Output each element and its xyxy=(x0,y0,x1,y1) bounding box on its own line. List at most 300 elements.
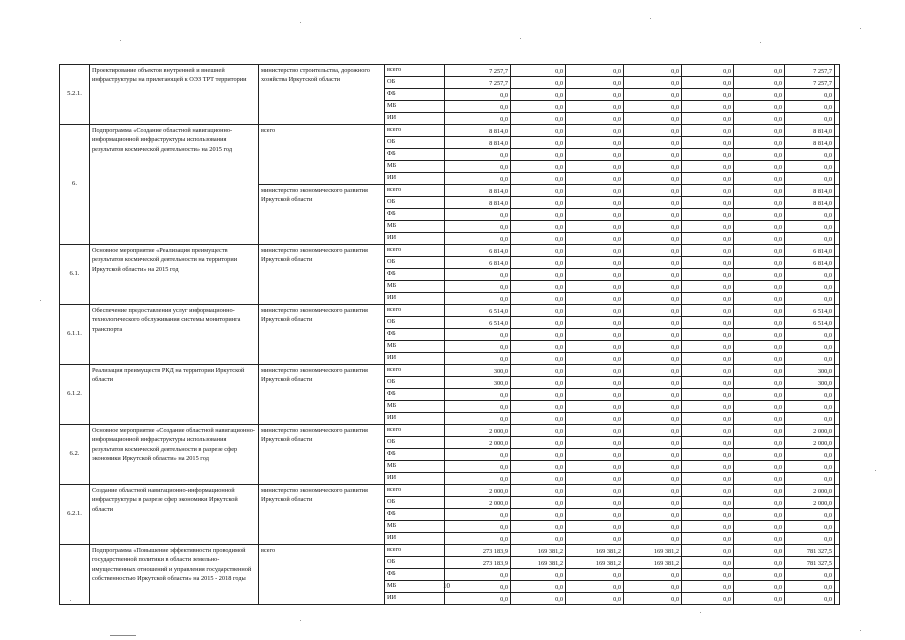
empty-cell xyxy=(835,461,840,473)
amount-cell: 8 814,0 xyxy=(445,197,511,209)
scan-speckle xyxy=(650,18,651,19)
amount-cell: 0,0 xyxy=(624,485,682,497)
amount-cell: 0,0 xyxy=(511,221,566,233)
amount-cell: 6 814,0 xyxy=(445,245,511,257)
amount-cell: 8 814,0 xyxy=(445,185,511,197)
amount-cell: 0,0 xyxy=(624,437,682,449)
funding-source-cell: МБ xyxy=(385,341,445,353)
empty-cell xyxy=(835,233,840,245)
amount-cell: 2 000,0 xyxy=(445,485,511,497)
amount-cell: 0,0 xyxy=(445,389,511,401)
amount-cell: 0,0 xyxy=(682,221,734,233)
amount-cell: 0,0 xyxy=(624,77,682,89)
item-code-cell: 5.2.1. xyxy=(60,65,90,125)
amount-cell: 0,0 xyxy=(734,521,785,533)
amount-cell: 781 327,5 xyxy=(785,557,835,569)
scan-speckle xyxy=(860,28,861,29)
empty-cell xyxy=(835,113,840,125)
amount-cell: 0,0 xyxy=(682,89,734,101)
scan-speckle xyxy=(860,630,861,631)
amount-cell: 0,0 xyxy=(785,281,835,293)
item-name-cell: Реализация преимуществ РКД на территории Иркутской области xyxy=(90,365,259,425)
amount-cell: 0,0 xyxy=(566,353,624,365)
amount-cell: 0,0 xyxy=(682,449,734,461)
funding-source-cell: всего xyxy=(385,65,445,77)
funding-source-cell: ОБ xyxy=(385,197,445,209)
amount-cell: 0,0 xyxy=(682,281,734,293)
funding-source-cell: МБ xyxy=(385,101,445,113)
empty-cell xyxy=(835,293,840,305)
amount-cell: 0,0 xyxy=(682,365,734,377)
amount-cell: 0,0 xyxy=(734,89,785,101)
amount-cell: 2 000,0 xyxy=(445,497,511,509)
amount-cell: 0,0 xyxy=(682,473,734,485)
amount-cell: 0,0 xyxy=(785,161,835,173)
amount-cell: 300,0 xyxy=(785,377,835,389)
amount-cell: 0,0 xyxy=(785,521,835,533)
funding-source-cell: МБ xyxy=(385,401,445,413)
amount-cell: 0,0 xyxy=(682,329,734,341)
amount-cell: 0,0 xyxy=(511,341,566,353)
funding-source-cell: ИИ xyxy=(385,533,445,545)
amount-cell: 0,0 xyxy=(566,581,624,593)
scan-speckle xyxy=(700,612,701,613)
amount-cell: 0,0 xyxy=(682,593,734,605)
item-name-cell: Подпрограмма «Повышение эффективности проводимой государственной политики в области земельно-имущественных отношений и управления государственной собственностью Иркутской области» на 2015 - 2018 годы xyxy=(90,545,259,605)
amount-cell: 0,0 xyxy=(682,377,734,389)
amount-cell: 0,0 xyxy=(566,401,624,413)
amount-cell: 0,0 xyxy=(682,461,734,473)
amount-cell: 8 814,0 xyxy=(785,185,835,197)
funding-source-cell: ФБ xyxy=(385,209,445,221)
amount-cell: 0,0 xyxy=(566,245,624,257)
amount-cell: 0,0 xyxy=(511,65,566,77)
amount-cell: 0,0 xyxy=(511,413,566,425)
amount-cell: 0,0 xyxy=(566,269,624,281)
amount-cell: 0,0 xyxy=(785,173,835,185)
amount-cell: 2 000,0 xyxy=(785,485,835,497)
amount-cell: 0,0 xyxy=(785,221,835,233)
empty-cell xyxy=(835,569,840,581)
amount-cell: 0,0 xyxy=(682,557,734,569)
funding-source-cell: ФБ xyxy=(385,569,445,581)
amount-cell: 0,0 xyxy=(785,389,835,401)
item-code-cell: 6.1.2. xyxy=(60,365,90,425)
amount-cell: 8 814,0 xyxy=(785,125,835,137)
amount-cell: 0,0 xyxy=(566,449,624,461)
amount-cell: 0,0 xyxy=(682,257,734,269)
amount-cell: 0,0 xyxy=(511,425,566,437)
amount-cell: 0,0 xyxy=(566,137,624,149)
empty-cell xyxy=(835,449,840,461)
amount-cell: 0,0 xyxy=(511,137,566,149)
funding-source-cell: всего xyxy=(385,305,445,317)
amount-cell: 0,0 xyxy=(682,569,734,581)
amount-cell: 0,0 xyxy=(682,137,734,149)
amount-cell: 0,0 xyxy=(445,353,511,365)
empty-cell xyxy=(835,329,840,341)
funding-source-cell: всего xyxy=(385,185,445,197)
amount-cell: 0,0 xyxy=(511,377,566,389)
amount-cell: 0,0 xyxy=(734,365,785,377)
funding-source-cell: всего xyxy=(385,365,445,377)
amount-cell: 6 814,0 xyxy=(445,257,511,269)
amount-cell: 0,0 xyxy=(624,353,682,365)
empty-cell xyxy=(835,353,840,365)
amount-cell: 0,0 xyxy=(734,233,785,245)
amount-cell: 0,0 xyxy=(445,329,511,341)
amount-cell: 0,0 xyxy=(734,257,785,269)
amount-cell: 0,0 xyxy=(734,497,785,509)
scan-speckle xyxy=(300,620,301,621)
amount-cell: 0,0 xyxy=(734,293,785,305)
amount-cell: 0,0 xyxy=(511,197,566,209)
amount-cell: 0,0 xyxy=(734,401,785,413)
amount-cell: 0,0 xyxy=(624,497,682,509)
amount-cell: 0,0 xyxy=(734,125,785,137)
amount-cell: 0,0 xyxy=(511,521,566,533)
amount-cell: 7 257,7 xyxy=(445,65,511,77)
amount-cell: 0,0 xyxy=(624,101,682,113)
funding-source-cell: ОБ xyxy=(385,377,445,389)
amount-cell: 0,0 xyxy=(734,509,785,521)
amount-cell: 0,0 xyxy=(734,221,785,233)
empty-cell xyxy=(835,509,840,521)
amount-cell: 0,0 xyxy=(566,149,624,161)
amount-cell: 169 381,2 xyxy=(511,557,566,569)
amount-cell: 0,0 xyxy=(445,101,511,113)
empty-cell xyxy=(835,437,840,449)
empty-cell xyxy=(835,401,840,413)
amount-cell: 169 381,2 xyxy=(624,557,682,569)
amount-cell: 0,0 xyxy=(682,65,734,77)
funding-source-cell: МБ xyxy=(385,521,445,533)
amount-cell: 0,0 xyxy=(734,245,785,257)
amount-cell: 0,0 xyxy=(624,377,682,389)
item-code-cell: 6. xyxy=(60,125,90,245)
amount-cell: 0,0 xyxy=(624,533,682,545)
amount-cell: 0,0 xyxy=(734,389,785,401)
amount-cell: 2 000,0 xyxy=(785,425,835,437)
amount-cell: 0,0 xyxy=(511,581,566,593)
amount-cell: 0,0 xyxy=(511,569,566,581)
amount-cell: 0,0 xyxy=(624,317,682,329)
amount-cell: 0,0 xyxy=(734,101,785,113)
amount-cell: 169 381,2 xyxy=(566,557,624,569)
amount-cell: 6 514,0 xyxy=(785,317,835,329)
amount-cell: 0,0 xyxy=(682,437,734,449)
funding-source-cell: ФБ xyxy=(385,329,445,341)
item-name-cell: Создание областной навигационно-информационной инфраструктуры в разрезе сфер экономики Иркутской области xyxy=(90,485,259,545)
item-name-cell: Подпрограмма «Создание областной навигационно-информационной инфраструктуры использования результатов космической деятельности» на 2015 год xyxy=(90,125,259,245)
empty-cell xyxy=(835,377,840,389)
amount-cell: 0,0 xyxy=(734,353,785,365)
amount-cell: 0,0 xyxy=(734,305,785,317)
amount-cell: 0,0 xyxy=(785,413,835,425)
amount-cell: 0,0 xyxy=(785,401,835,413)
amount-cell: 0,0 xyxy=(734,77,785,89)
amount-cell: 0,0 xyxy=(511,293,566,305)
funding-source-cell: всего xyxy=(385,545,445,557)
item-code-cell: 6.2. xyxy=(60,425,90,485)
amount-cell: 2 000,0 xyxy=(785,437,835,449)
amount-cell: 0,0 xyxy=(734,281,785,293)
funding-source-cell: ФБ xyxy=(385,509,445,521)
amount-cell: 0,0 xyxy=(682,113,734,125)
amount-cell: 0,0 xyxy=(785,293,835,305)
amount-cell: 0,0 xyxy=(445,401,511,413)
amount-cell: 0,0 xyxy=(682,185,734,197)
amount-cell: 0,0 xyxy=(511,449,566,461)
amount-cell: 0,0 xyxy=(566,77,624,89)
empty-cell xyxy=(835,533,840,545)
amount-cell: 0,0 xyxy=(445,89,511,101)
responsible-cell: министерство экономического развития Иркутской области xyxy=(259,365,385,425)
amount-cell: 0,0 xyxy=(734,557,785,569)
amount-cell: 0,0 xyxy=(785,449,835,461)
table-row xyxy=(60,485,840,497)
amount-cell: 0,0 xyxy=(511,533,566,545)
empty-cell xyxy=(835,581,840,593)
amount-cell: 0,0 xyxy=(511,125,566,137)
amount-cell: 0,0 xyxy=(734,581,785,593)
amount-cell: 0,0 xyxy=(734,209,785,221)
funding-source-cell: ФБ xyxy=(385,269,445,281)
amount-cell: 0,0 xyxy=(511,281,566,293)
amount-cell: 0,0 xyxy=(445,581,511,593)
empty-cell xyxy=(835,557,840,569)
amount-cell: 300,0 xyxy=(445,377,511,389)
amount-cell: 0,0 xyxy=(511,209,566,221)
amount-cell: 0,0 xyxy=(511,365,566,377)
amount-cell: 0,0 xyxy=(445,293,511,305)
amount-cell: 0,0 xyxy=(624,401,682,413)
amount-cell: 0,0 xyxy=(445,509,511,521)
amount-cell: 0,0 xyxy=(785,329,835,341)
amount-cell: 0,0 xyxy=(511,437,566,449)
amount-cell: 0,0 xyxy=(734,533,785,545)
item-code-cell xyxy=(60,545,90,605)
amount-cell: 0,0 xyxy=(511,473,566,485)
funding-source-cell: ИИ xyxy=(385,413,445,425)
amount-cell: 0,0 xyxy=(785,233,835,245)
amount-cell: 6 814,0 xyxy=(785,257,835,269)
funding-source-cell: ОБ xyxy=(385,317,445,329)
amount-cell: 0,0 xyxy=(624,581,682,593)
amount-cell: 7 257,7 xyxy=(445,77,511,89)
table-row xyxy=(60,305,840,317)
amount-cell: 0,0 xyxy=(624,593,682,605)
amount-cell: 0,0 xyxy=(624,293,682,305)
amount-cell: 0,0 xyxy=(511,305,566,317)
amount-cell: 0,0 xyxy=(445,269,511,281)
amount-cell: 0,0 xyxy=(624,125,682,137)
amount-cell: 0,0 xyxy=(682,125,734,137)
amount-cell: 0,0 xyxy=(734,545,785,557)
amount-cell: 0,0 xyxy=(682,341,734,353)
empty-cell xyxy=(835,389,840,401)
empty-cell xyxy=(835,173,840,185)
funding-source-cell: МБ xyxy=(385,221,445,233)
amount-cell: 273 183,9 xyxy=(445,545,511,557)
amount-cell: 0,0 xyxy=(511,389,566,401)
amount-cell: 0,0 xyxy=(734,197,785,209)
responsible-cell: министерство экономического развития Иркутской области xyxy=(259,425,385,485)
amount-cell: 0,0 xyxy=(511,269,566,281)
page-number: 10 xyxy=(443,582,450,590)
amount-cell: 0,0 xyxy=(682,497,734,509)
amount-cell: 0,0 xyxy=(785,113,835,125)
amount-cell: 6 514,0 xyxy=(445,317,511,329)
amount-cell: 0,0 xyxy=(566,509,624,521)
amount-cell: 0,0 xyxy=(566,389,624,401)
amount-cell: 0,0 xyxy=(566,281,624,293)
empty-cell xyxy=(835,89,840,101)
amount-cell: 0,0 xyxy=(566,497,624,509)
amount-cell: 2 000,0 xyxy=(785,497,835,509)
amount-cell: 169 381,2 xyxy=(624,545,682,557)
amount-cell: 0,0 xyxy=(445,281,511,293)
amount-cell: 0,0 xyxy=(566,413,624,425)
amount-cell: 0,0 xyxy=(566,341,624,353)
amount-cell: 0,0 xyxy=(511,497,566,509)
scan-speckle xyxy=(40,300,41,301)
amount-cell: 0,0 xyxy=(734,317,785,329)
amount-cell: 0,0 xyxy=(682,413,734,425)
funding-source-cell: ИИ xyxy=(385,473,445,485)
responsible-cell: министерство экономического развития Иркутской области xyxy=(259,305,385,365)
amount-cell: 0,0 xyxy=(682,149,734,161)
amount-cell: 0,0 xyxy=(785,593,835,605)
amount-cell: 0,0 xyxy=(624,365,682,377)
amount-cell: 0,0 xyxy=(566,425,624,437)
amount-cell: 0,0 xyxy=(734,413,785,425)
scan-speckle xyxy=(760,42,761,43)
amount-cell: 8 814,0 xyxy=(445,125,511,137)
amount-cell: 8 814,0 xyxy=(445,137,511,149)
item-code-cell: 6.1. xyxy=(60,245,90,305)
amount-cell: 0,0 xyxy=(566,221,624,233)
amount-cell: 0,0 xyxy=(511,485,566,497)
empty-cell xyxy=(835,209,840,221)
amount-cell: 0,0 xyxy=(566,377,624,389)
amount-cell: 0,0 xyxy=(682,305,734,317)
amount-cell: 0,0 xyxy=(445,209,511,221)
amount-cell: 0,0 xyxy=(566,173,624,185)
funding-source-cell: МБ xyxy=(385,281,445,293)
scan-speckle xyxy=(875,470,876,471)
amount-cell: 0,0 xyxy=(785,269,835,281)
amount-cell: 0,0 xyxy=(445,569,511,581)
amount-cell: 2 000,0 xyxy=(445,437,511,449)
amount-cell: 0,0 xyxy=(785,569,835,581)
empty-cell xyxy=(835,185,840,197)
amount-cell: 0,0 xyxy=(682,245,734,257)
funding-source-cell: всего xyxy=(385,485,445,497)
empty-cell xyxy=(835,473,840,485)
amount-cell: 0,0 xyxy=(566,113,624,125)
amount-cell: 0,0 xyxy=(734,269,785,281)
amount-cell: 0,0 xyxy=(734,593,785,605)
responsible-cell: министерство строительства, дорожного хозяйства Иркутской области xyxy=(259,65,385,125)
responsible-cell: всего xyxy=(259,125,385,185)
amount-cell: 0,0 xyxy=(445,521,511,533)
amount-cell: 0,0 xyxy=(624,305,682,317)
amount-cell: 0,0 xyxy=(445,413,511,425)
amount-cell: 0,0 xyxy=(785,341,835,353)
amount-cell: 0,0 xyxy=(566,593,624,605)
scan-speckle xyxy=(70,600,71,601)
amount-cell: 0,0 xyxy=(624,197,682,209)
amount-cell: 0,0 xyxy=(624,329,682,341)
amount-cell: 0,0 xyxy=(566,521,624,533)
amount-cell: 0,0 xyxy=(785,353,835,365)
amount-cell: 0,0 xyxy=(624,389,682,401)
amount-cell: 0,0 xyxy=(785,509,835,521)
funding-source-cell: ИИ xyxy=(385,353,445,365)
scan-speckle xyxy=(120,40,121,41)
amount-cell: 0,0 xyxy=(511,185,566,197)
item-code-cell: 6.2.1. xyxy=(60,485,90,545)
amount-cell: 0,0 xyxy=(624,221,682,233)
amount-cell: 169 381,2 xyxy=(566,545,624,557)
funding-source-cell: всего xyxy=(385,425,445,437)
amount-cell: 0,0 xyxy=(511,101,566,113)
responsible-cell: министерство экономического развития Иркутской области xyxy=(259,485,385,545)
empty-cell xyxy=(835,65,840,77)
amount-cell: 0,0 xyxy=(624,161,682,173)
amount-cell: 0,0 xyxy=(445,161,511,173)
amount-cell: 0,0 xyxy=(624,413,682,425)
amount-cell: 8 814,0 xyxy=(785,137,835,149)
amount-cell: 0,0 xyxy=(624,569,682,581)
amount-cell: 0,0 xyxy=(682,269,734,281)
amount-cell: 0,0 xyxy=(511,401,566,413)
amount-cell: 0,0 xyxy=(566,101,624,113)
amount-cell: 0,0 xyxy=(682,173,734,185)
amount-cell: 0,0 xyxy=(566,161,624,173)
amount-cell: 2 000,0 xyxy=(445,425,511,437)
amount-cell: 0,0 xyxy=(682,425,734,437)
responsible-cell: министерство экономического развития Иркутской области xyxy=(259,245,385,305)
amount-cell: 0,0 xyxy=(566,257,624,269)
amount-cell: 0,0 xyxy=(734,449,785,461)
scan-speckle xyxy=(300,22,301,23)
empty-cell xyxy=(835,521,840,533)
amount-cell: 0,0 xyxy=(566,233,624,245)
amount-cell: 781 327,5 xyxy=(785,545,835,557)
amount-cell: 0,0 xyxy=(566,305,624,317)
amount-cell: 0,0 xyxy=(682,293,734,305)
amount-cell: 0,0 xyxy=(682,401,734,413)
amount-cell: 0,0 xyxy=(566,533,624,545)
amount-cell: 0,0 xyxy=(682,485,734,497)
empty-cell xyxy=(835,137,840,149)
responsible-cell: всего xyxy=(259,545,385,605)
amount-cell: 0,0 xyxy=(511,257,566,269)
amount-cell: 300,0 xyxy=(785,365,835,377)
amount-cell: 0,0 xyxy=(511,173,566,185)
amount-cell: 0,0 xyxy=(566,473,624,485)
amount-cell: 0,0 xyxy=(734,185,785,197)
scan-speckle xyxy=(520,38,521,39)
funding-source-cell: ФБ xyxy=(385,89,445,101)
amount-cell: 0,0 xyxy=(445,221,511,233)
empty-cell xyxy=(835,545,840,557)
amount-cell: 0,0 xyxy=(511,161,566,173)
table-row xyxy=(60,425,840,437)
amount-cell: 0,0 xyxy=(734,173,785,185)
